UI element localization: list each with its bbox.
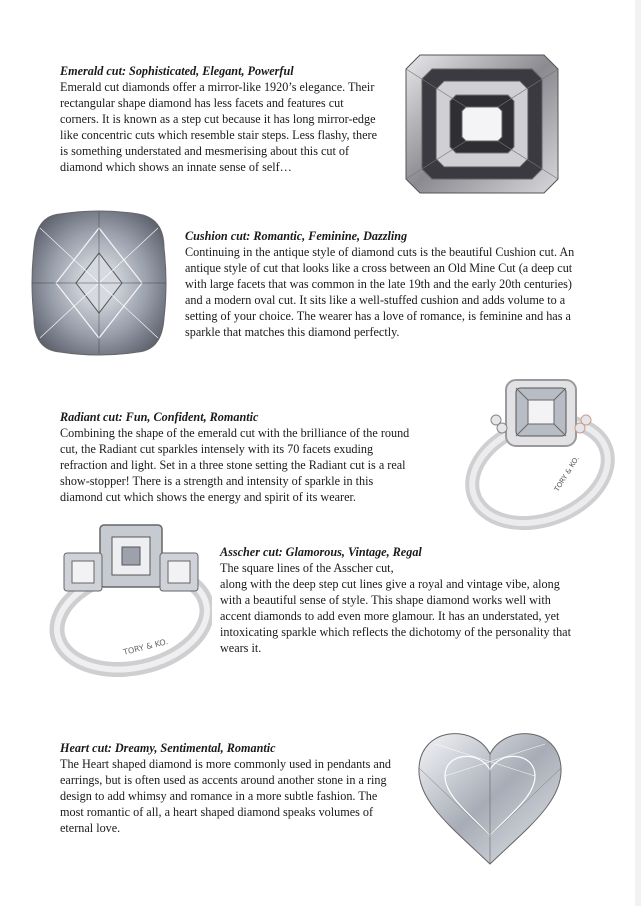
emerald-diamond-image [402, 49, 562, 199]
section-body-line-1: The square lines of the Asscher cut, [220, 561, 394, 575]
asscher-ring-image [40, 515, 212, 680]
section-heart [60, 740, 396, 836]
section-body: Emerald cut diamonds offer a mirror-like 1920’s elegance. Their rectangular shape diamond has less facets and features cut corners. It is known as a step cut because it has long mirror-edge like concentric cuts which resemble stair steps. Less flashy, there is something understated and mesmerising about this cut of diamond which shows an innate sense of self… [60, 80, 377, 174]
section-title: Heart cut: Dreamy, Sentimental, Romantic [60, 741, 276, 755]
section-body: Combining the shape of the emerald cut with the brilliance of the round cut, the Radiant cut sparkles intensely with its 70 facets exuding refraction and light. Set in a three stone setting the Radiant cut is a real show-stopper! There is a strength and intensity of sparkle in this diamond cut which shows the energy and spirit of its wearer. [60, 426, 410, 504]
section-asscher [220, 544, 572, 656]
section-radiant [60, 409, 415, 505]
section-body: Continuing in the antique style of diamond cuts is the beautiful Cushion cut. An antique style of cut that looks like a cross between an Old Mine Cut (a deep cut with large facets that was common in the late 19th and the early 20th centuries) and a modern oval cut. It sits like a well-stuffed cushion and adds volume to a setting of your choice. The wearer has a love of romance, is feminine and has a sparkle that matches this diamond perfectly. [185, 245, 575, 339]
cushion-diamond-image [30, 208, 168, 358]
section-title: Cushion cut: Romantic, Feminine, Dazzling [185, 229, 408, 243]
ring-engraving: TORY & KO. [552, 454, 581, 494]
section-title: Asscher cut: Glamorous, Vintage, Regal [220, 545, 422, 559]
radiant-ring-image [440, 372, 620, 532]
section-title: Radiant cut: Fun, Confident, Romantic [60, 410, 259, 424]
section-body: The Heart shaped diamond is more commonly used in pendants and earrings, but is often used as accents around another stone in a ring design to add whimsy and romance in a more subtle fashion. The most romantic of all, a heart shaped diamond speaks volumes of eternal love. [60, 757, 392, 835]
heart-diamond-image [415, 724, 565, 866]
ring-engraving: TORY & KO. [122, 637, 169, 657]
section-emerald [60, 63, 378, 175]
section-title: Emerald cut: Sophisticated, Elegant, Powerful [60, 64, 294, 78]
page-edge [635, 0, 641, 906]
section-cushion [185, 228, 581, 340]
section-body-line-2: along with the deep step cut lines give a royal and vintage vibe, along with a beautiful sense of style. This shape diamond works well with accent diamonds to add even more glamour. It has an understated, yet intoxicating sparkle which reflects the dichotomy of the personality that wears it. [220, 577, 571, 655]
